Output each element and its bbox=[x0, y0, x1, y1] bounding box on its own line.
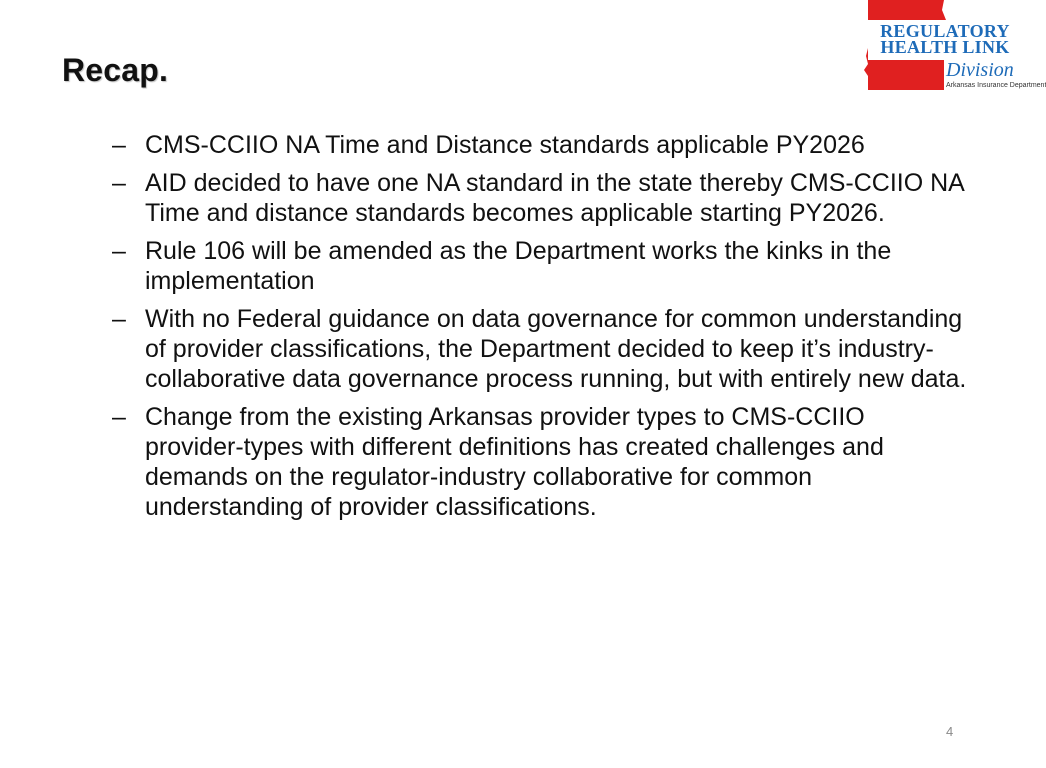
logo-text-health-link: HEALTH LINK bbox=[880, 37, 1010, 57]
bullet-item bbox=[110, 304, 970, 394]
bullet-text: AID decided to have one NA standard in the state thereby CMS-CCIIO NA Time and distance standards becomes applicable starting PY2026. bbox=[145, 169, 964, 227]
bullet-item bbox=[110, 130, 970, 160]
regulatory-health-link-logo bbox=[862, 0, 1046, 96]
bullet-text: CMS-CCIIO NA Time and Distance standards applicable PY2026 bbox=[145, 131, 865, 159]
slide-title: Recap. bbox=[62, 52, 169, 88]
bullet-dash: – bbox=[112, 131, 126, 159]
page-number: 4 bbox=[946, 724, 954, 739]
bullet-text: Change from the existing Arkansas provider types to CMS-CCIIO provider-types with different definitions has created challenges and demands on the regulator-industry collaborative for common understanding of provider classifications. bbox=[145, 403, 884, 521]
bullet-dash: – bbox=[112, 237, 126, 265]
bullet-dash: – bbox=[112, 403, 126, 431]
bullet-item bbox=[110, 236, 970, 296]
logo-text-department: Arkansas Insurance Department bbox=[946, 82, 1046, 89]
bullet-text: With no Federal guidance on data governance for common understanding of provider classifications, the Department decided to keep it’s industry-collaborative data governance process running, but with entirely new data. bbox=[145, 305, 967, 393]
bullet-dash: – bbox=[112, 305, 126, 333]
logo-text-division: Division bbox=[946, 59, 1014, 81]
logo-text-regulatory: REGULATORY bbox=[880, 21, 1010, 41]
bullet-text: Rule 106 will be amended as the Department works the kinks in the implementation bbox=[145, 237, 892, 295]
bullet-dash: – bbox=[112, 169, 126, 197]
bullet-list bbox=[110, 130, 970, 530]
bullet-item bbox=[110, 168, 970, 228]
bullet-item bbox=[110, 402, 970, 522]
